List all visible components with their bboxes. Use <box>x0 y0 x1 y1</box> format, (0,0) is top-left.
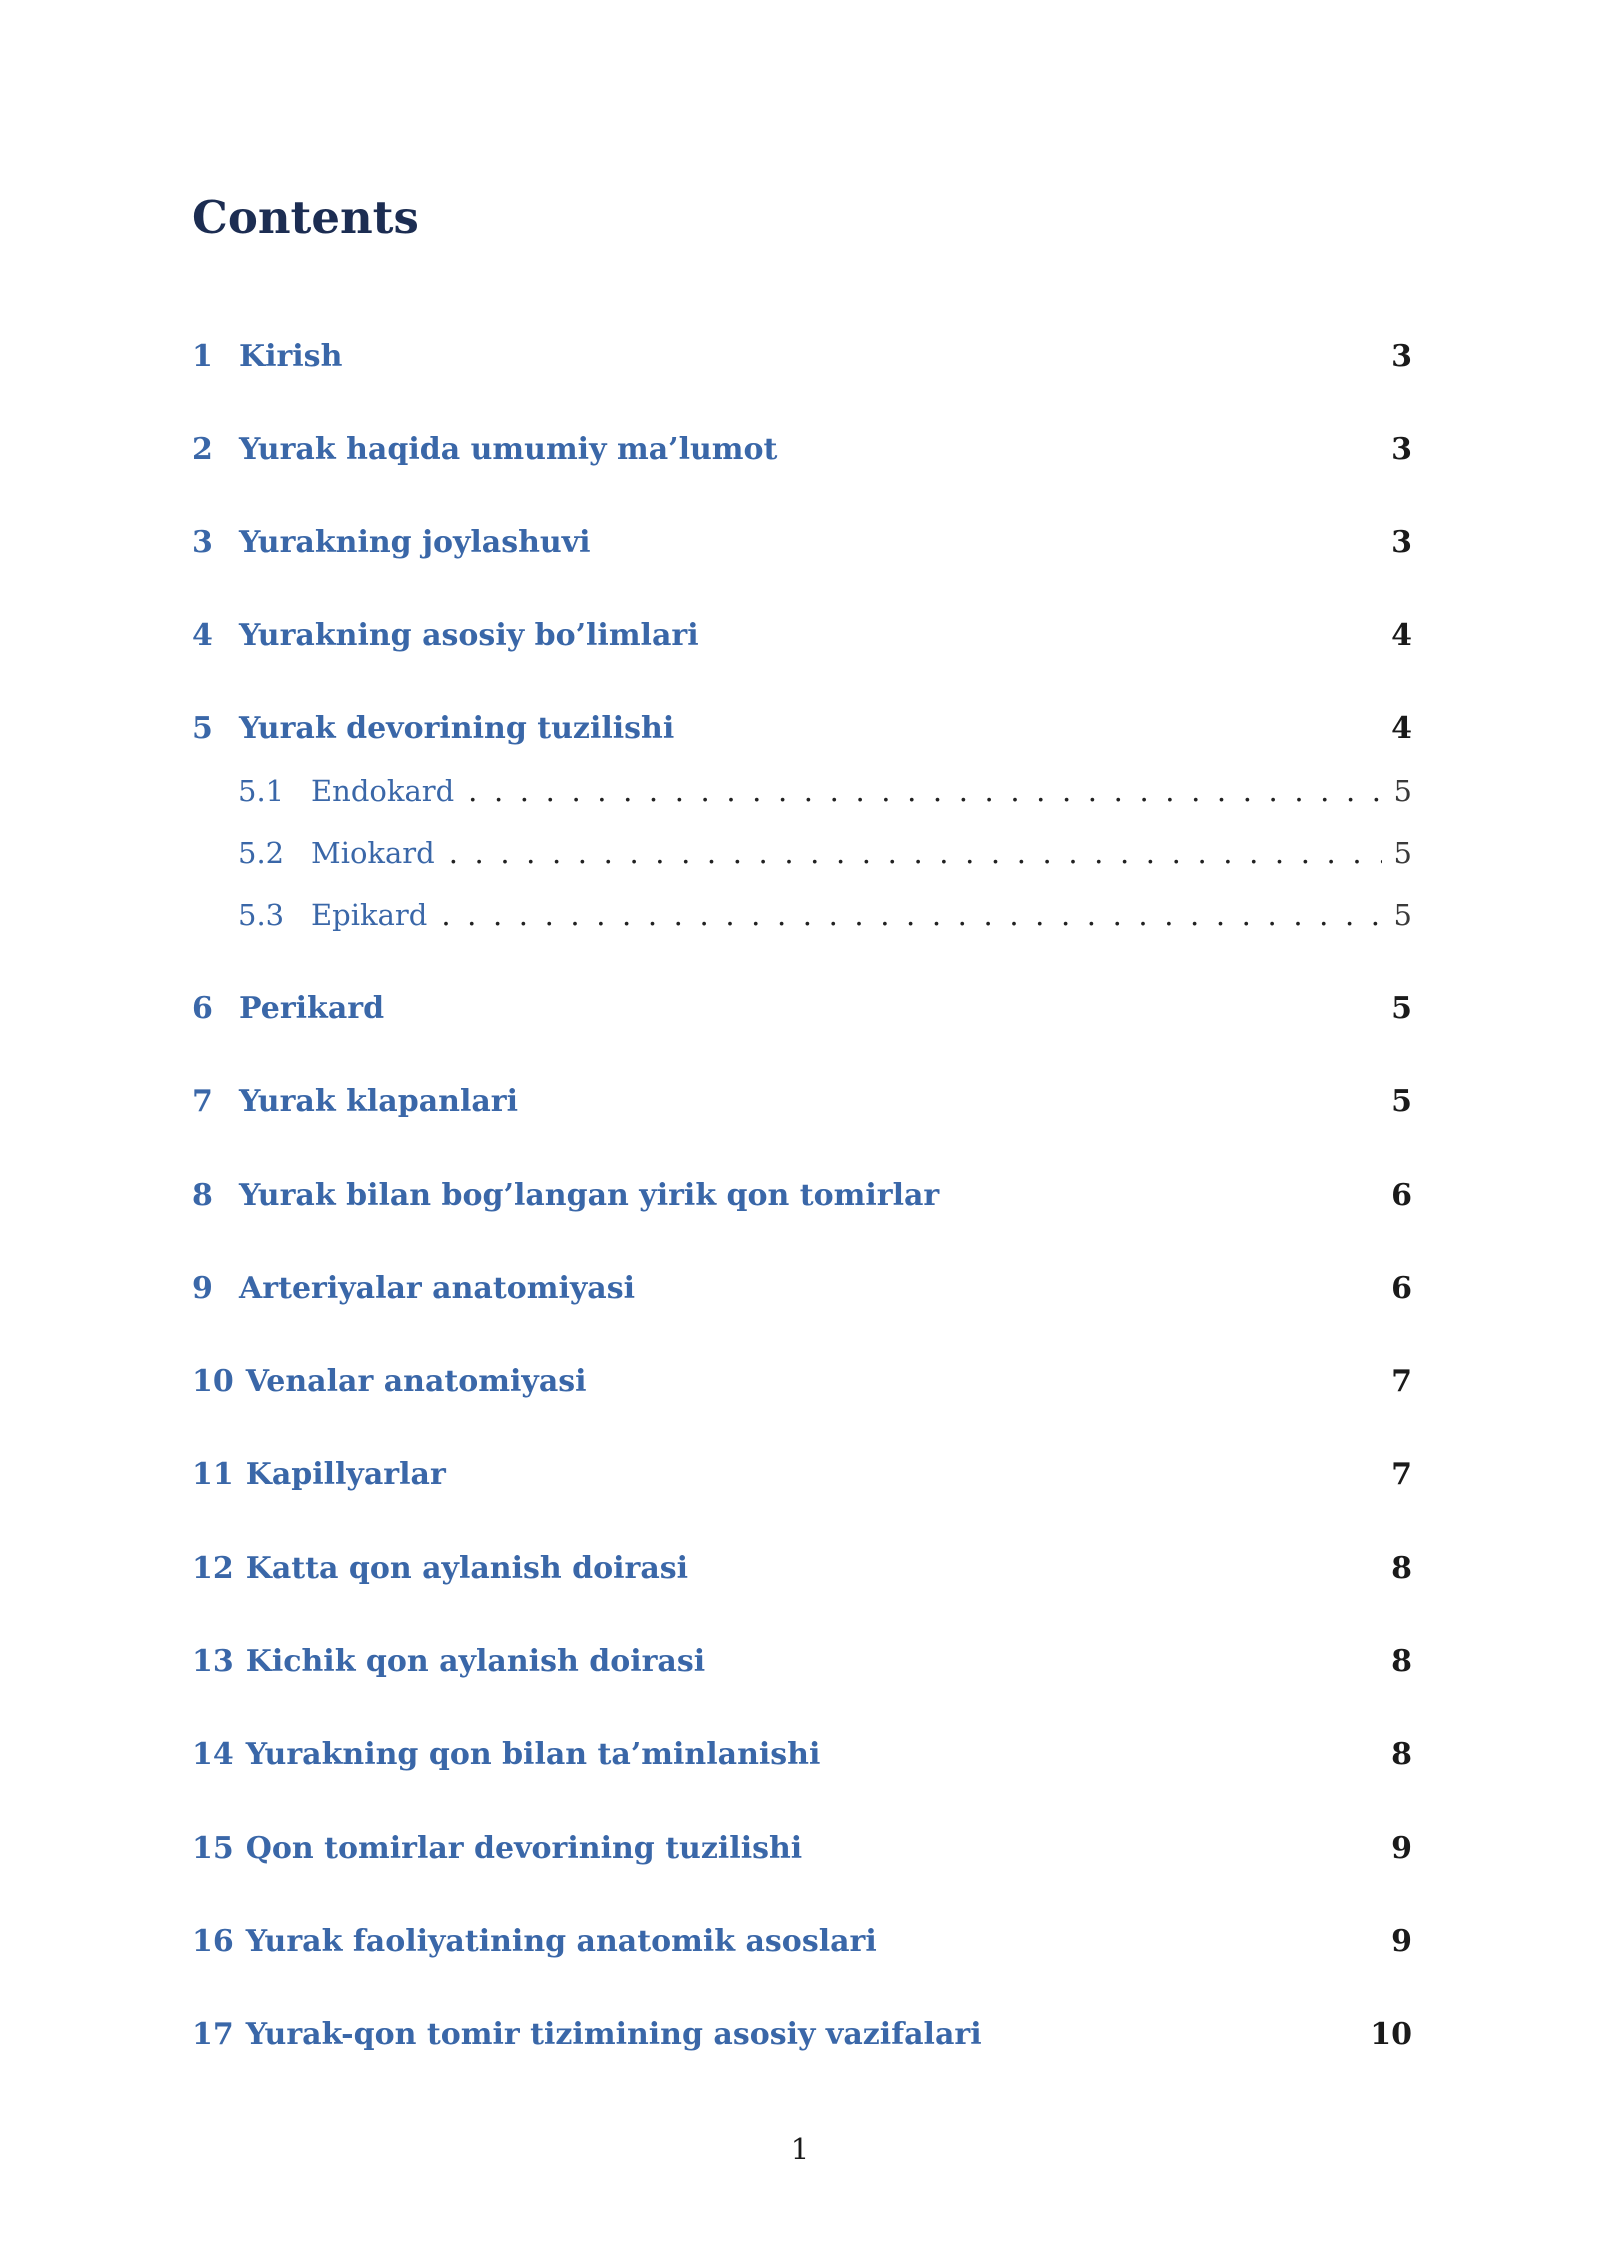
toc-entry-page[interactable]: 8 <box>1391 1737 1412 1772</box>
toc-entry-number: 5.1 <box>238 774 285 808</box>
toc-entry-title[interactable]: Yurakning asosiy bo’limlari <box>239 618 699 653</box>
toc-entry-title[interactable]: Yurak faoliyatining anatomik asoslari <box>245 1924 877 1959</box>
toc-entry-title[interactable]: Epikard <box>311 898 428 932</box>
toc-entry-13[interactable] <box>192 1643 1412 1681</box>
toc-entry-6[interactable] <box>192 990 1412 1028</box>
toc-entry-page[interactable]: 6 <box>1391 1271 1412 1306</box>
toc-entry-page[interactable]: 5 <box>1393 898 1412 932</box>
toc-entry-number: 12 <box>192 1551 234 1586</box>
toc-entry-number: 6 <box>192 991 213 1026</box>
toc-entry-page[interactable]: 7 <box>1391 1364 1412 1399</box>
toc-entry-16[interactable] <box>192 1923 1412 1961</box>
toc-entry-title[interactable]: Perikard <box>239 991 385 1026</box>
toc-entry-page[interactable]: 3 <box>1391 525 1412 560</box>
toc-entry-page[interactable]: 5 <box>1393 836 1412 870</box>
toc-entry-title[interactable]: Yurak-qon tomir tizimining asosiy vazifalari <box>245 2017 982 2052</box>
toc-entry-1[interactable] <box>192 338 1412 376</box>
toc-entry-page[interactable]: 5 <box>1391 991 1412 1026</box>
toc-entry-number: 8 <box>192 1178 213 1213</box>
toc-entry-page[interactable]: 7 <box>1391 1457 1412 1492</box>
toc-entry-page[interactable]: 8 <box>1391 1551 1412 1586</box>
toc-heading: Contents <box>192 191 419 244</box>
dot-leader <box>449 835 1382 871</box>
toc-entry-title[interactable]: Endokard <box>311 774 455 808</box>
toc-entry-title[interactable]: Katta qon aylanish doirasi <box>245 1551 689 1586</box>
page-number: 1 <box>790 2132 810 2166</box>
toc-entry-page[interactable]: 9 <box>1391 1924 1412 1959</box>
toc-subentry-5-1[interactable] <box>238 773 1412 809</box>
toc-entry-number: 3 <box>192 525 213 560</box>
toc-entry-number: 13 <box>192 1644 234 1679</box>
toc-entry-page[interactable]: 8 <box>1391 1644 1412 1679</box>
toc-entry-7[interactable] <box>192 1083 1412 1121</box>
toc-entry-title[interactable]: Yurak haqida umumiy ma’lumot <box>239 432 778 467</box>
toc-entry-title[interactable]: Venalar anatomiyasi <box>245 1364 587 1399</box>
toc-subentry-5-2[interactable] <box>238 835 1412 871</box>
dot-leader <box>468 773 1381 809</box>
toc-entry-title[interactable]: Kapillyarlar <box>245 1457 446 1492</box>
toc-entry-page[interactable]: 4 <box>1391 618 1412 653</box>
toc-entry-title[interactable]: Kichik qon aylanish doirasi <box>245 1644 706 1679</box>
toc-entry-title[interactable]: Yurak klapanlari <box>239 1084 518 1119</box>
toc-entry-number: 9 <box>192 1271 213 1306</box>
toc-entry-15[interactable] <box>192 1830 1412 1868</box>
toc-entry-4[interactable] <box>192 617 1412 655</box>
toc-entry-page[interactable]: 4 <box>1391 711 1412 746</box>
toc-entry-number: 10 <box>192 1364 234 1399</box>
toc-entry-9[interactable] <box>192 1270 1412 1308</box>
toc-entry-12[interactable] <box>192 1550 1412 1588</box>
toc-entry-page[interactable]: 6 <box>1391 1178 1412 1213</box>
toc-entry-10[interactable] <box>192 1363 1412 1401</box>
toc-entry-number: 14 <box>192 1737 234 1772</box>
toc-entry-number: 2 <box>192 432 213 467</box>
toc-entry-number: 15 <box>192 1831 234 1866</box>
toc-entry-title[interactable]: Kirish <box>239 339 343 374</box>
toc-entry-title[interactable]: Qon tomirlar devorining tuzilishi <box>245 1831 803 1866</box>
toc-entry-title[interactable]: Yurakning joylashuvi <box>239 525 591 560</box>
toc-entry-number: 7 <box>192 1084 213 1119</box>
toc-entry-title[interactable]: Yurakning qon bilan ta’minlanishi <box>245 1737 821 1772</box>
toc-entry-page[interactable]: 10 <box>1370 2017 1412 2052</box>
toc-entry-11[interactable] <box>192 1456 1412 1494</box>
toc-entry-17[interactable] <box>192 2016 1412 2054</box>
toc-entry-number: 16 <box>192 1924 234 1959</box>
dot-leader <box>441 897 1381 933</box>
toc-entry-title[interactable]: Miokard <box>311 836 435 870</box>
toc-entry-number: 5 <box>192 711 213 746</box>
toc-entry-number: 1 <box>192 339 213 374</box>
toc-entry-page[interactable]: 3 <box>1391 339 1412 374</box>
toc-entry-number: 5.2 <box>238 836 285 870</box>
toc-entry-title[interactable]: Arteriyalar anatomiyasi <box>239 1271 636 1306</box>
toc-entry-number: 17 <box>192 2017 234 2052</box>
toc-entry-3[interactable] <box>192 524 1412 562</box>
toc-entry-14[interactable] <box>192 1736 1412 1774</box>
toc-entry-5[interactable] <box>192 710 1412 748</box>
toc-entry-8[interactable] <box>192 1177 1412 1215</box>
toc-entry-2[interactable] <box>192 431 1412 469</box>
toc-entry-page[interactable]: 5 <box>1393 774 1412 808</box>
toc-entry-page[interactable]: 3 <box>1391 432 1412 467</box>
toc-subentry-5-3[interactable] <box>238 897 1412 933</box>
toc-entry-page[interactable]: 9 <box>1391 1831 1412 1866</box>
toc-entry-page[interactable]: 5 <box>1391 1084 1412 1119</box>
toc-entry-number: 11 <box>192 1457 234 1492</box>
toc-entry-title[interactable]: Yurak bilan bog’langan yirik qon tomirlar <box>239 1178 940 1213</box>
toc-entry-number: 4 <box>192 618 213 653</box>
toc-entry-number: 5.3 <box>238 898 285 932</box>
toc-entry-title[interactable]: Yurak devorining tuzilishi <box>239 711 675 746</box>
